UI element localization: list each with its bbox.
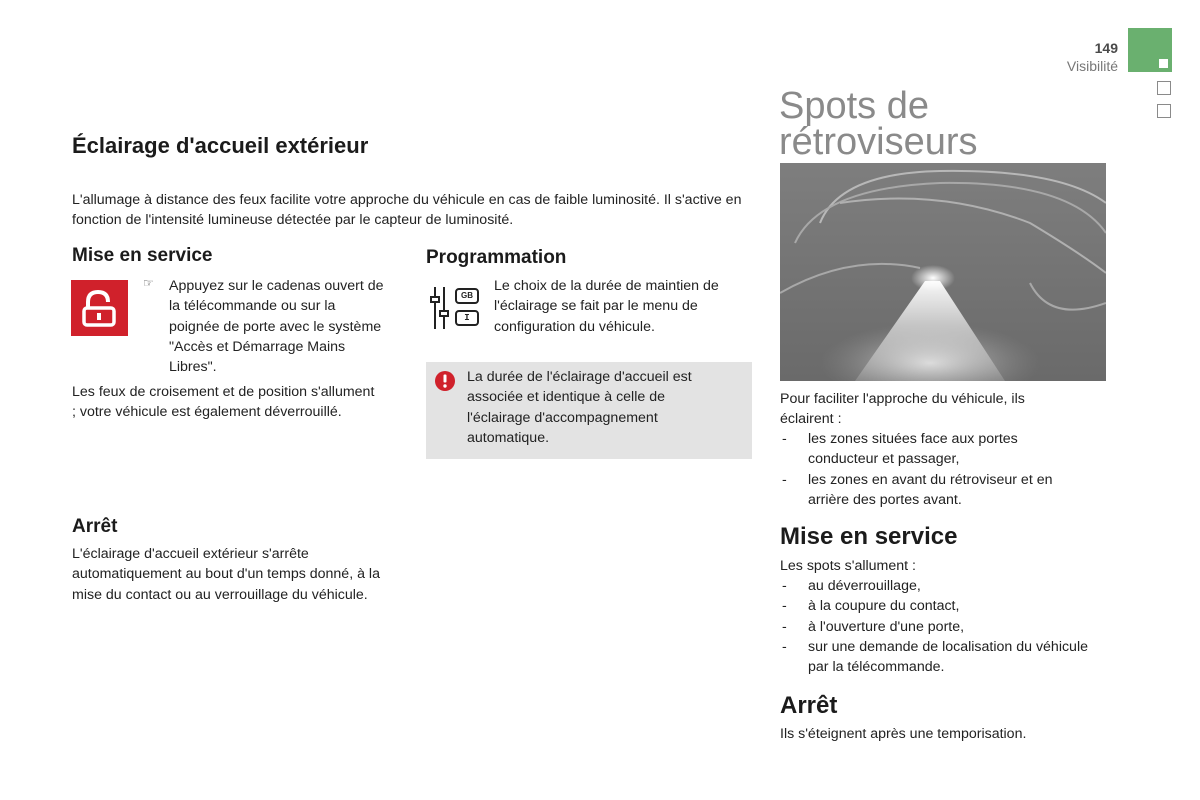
spots-mise-en-service-intro: Les spots s'allument :	[780, 558, 916, 574]
bullet-hand-icon: ☞	[143, 276, 154, 290]
warning-box	[426, 362, 752, 459]
spots-arret-text: Ils s'éteignent après une temporisation.	[780, 726, 1027, 742]
spots-arret-heading: Arrêt	[780, 692, 838, 719]
configuration-menu-icon	[428, 285, 484, 333]
mise-en-service-step: Appuyez sur le cadenas ouvert de la télécommande ou sur la poignée de porte avec le système "Accès et Démarrage Mains Libres".	[169, 278, 384, 376]
chapter-title-line2: rétroviseurs	[779, 121, 978, 163]
programmation-heading: Programmation	[426, 247, 567, 268]
list-item: - à la coupure du contact,	[780, 596, 1090, 616]
mirror-spotlight-illustration	[780, 163, 1106, 381]
section-title: Éclairage d'accueil extérieur	[72, 133, 369, 158]
warning-exclamation-icon	[434, 370, 456, 392]
list-item: - sur une demande de localisation du véhicule par la télécommande.	[780, 637, 1090, 678]
warning-text: La durée de l'éclairage d'accueil est associée et identique à celle de l'éclairage d'accompagnement automatique.	[467, 369, 692, 446]
list-item: - les zones en avant du rétroviseur et en arrière des portes avant.	[780, 470, 1090, 511]
intro-paragraph: L'allumage à distance des feux facilite votre approche du véhicule en cas de faible luminosité. Il s'active en fonction de l'intensité lumineuse détectée par le capteur de luminosité.	[72, 192, 742, 229]
mise-en-service-note: Les feux de croisement et de position s'allument ; votre véhicule est également déverrouillé.	[72, 384, 375, 421]
section-label: Visibilité	[1066, 58, 1118, 74]
unlock-padlock-icon	[71, 280, 128, 336]
list-item: - au déverrouillage,	[780, 576, 1090, 596]
chapter-title-line1: Spots de	[779, 85, 929, 127]
arret-text: L'éclairage d'accueil extérieur s'arrête automatiquement au bout d'un temps donné, à la mise du contact ou au verrouillage du véhicule.	[72, 546, 380, 603]
chapter-tab-dot	[1159, 59, 1168, 68]
gb-label: GB	[461, 291, 473, 300]
chapter-tab-box	[1157, 81, 1171, 95]
list-item: - les zones situées face aux portes conducteur et passager,	[780, 429, 1090, 470]
list-item: - à l'ouverture d'une porte,	[780, 617, 1090, 637]
arret-heading: Arrêt	[72, 516, 118, 537]
i-label: I	[464, 313, 470, 323]
chapter-tab-box	[1157, 104, 1171, 118]
page-number: 149	[1094, 40, 1118, 56]
zones-list	[780, 429, 1090, 510]
programmation-text: Le choix de la durée de maintien de l'éclairage se fait par le menu de configuration du véhicule.	[494, 278, 719, 335]
spots-conditions-list	[780, 576, 1090, 677]
spots-mise-en-service-heading: Mise en service	[780, 523, 958, 550]
spots-intro: Pour faciliter l'approche du véhicule, ils éclairent :	[780, 391, 1025, 428]
mise-en-service-heading: Mise en service	[72, 245, 213, 266]
